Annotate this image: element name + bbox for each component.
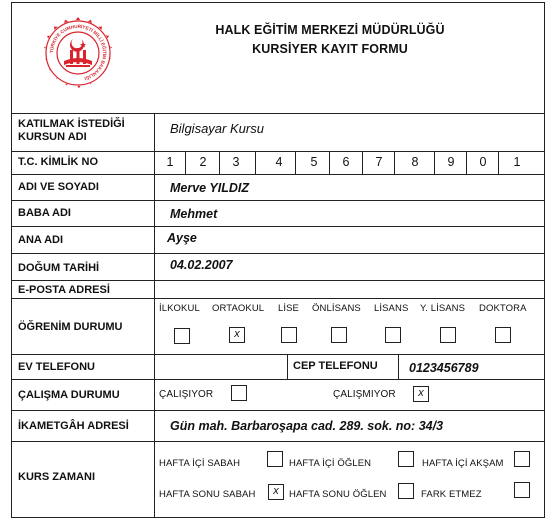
address-label: İKAMETGÂH ADRESİ (18, 420, 129, 432)
form-title: HALK EĞİTİM MERKEZİ MÜDÜRLÜĞÜ (215, 23, 445, 37)
tc-cell-divider (185, 151, 186, 174)
father-value[interactable]: Mehmet (170, 207, 218, 221)
tc-digit[interactable]: 1 (166, 155, 174, 169)
tc-cell-divider (329, 151, 330, 174)
work-no-checkbox[interactable]: x (413, 386, 429, 402)
time-weekend-noon-label: HAFTA SONU ÖĞLEN (289, 489, 387, 500)
email-label: E-POSTA ADRESİ (18, 284, 110, 296)
time-weekday-morning-label: HAFTA İÇİ SABAH (159, 458, 241, 469)
tc-cell-divider (295, 151, 296, 174)
time-weekend-morning-checkbox[interactable]: x (268, 484, 284, 500)
time-weekday-evening-checkbox[interactable] (514, 451, 530, 467)
tc-digit[interactable]: 4 (275, 155, 283, 169)
edu-option-bachelor: LİSANS (374, 303, 409, 314)
tc-cell-divider (219, 151, 220, 174)
tc-digit[interactable]: 8 (411, 155, 419, 169)
address-value[interactable]: Gün mah. Barbaroşapa cad. 289. sok. no: 34/3 (170, 419, 444, 433)
edu-option-primary: İLKOKUL (159, 303, 200, 314)
tc-digit[interactable]: 7 (375, 155, 383, 169)
edu-option-associate: ÖNLİSANS (312, 303, 361, 314)
tc-cell-divider (362, 151, 363, 174)
form-subtitle: KURSİYER KAYIT FORMU (252, 42, 408, 56)
work-yes-label: ÇALIŞIYOR (159, 389, 214, 400)
work-yes-checkbox[interactable] (231, 385, 247, 401)
tc-cell-divider (394, 151, 395, 174)
name-value[interactable]: Merve YILDIZ (170, 181, 249, 195)
time-weekday-noon-label: HAFTA İÇİ ÖĞLEN (289, 458, 372, 469)
tc-cell-divider (466, 151, 467, 174)
work-no-label: ÇALIŞMIYOR (333, 389, 396, 400)
row-divider (11, 200, 545, 201)
phone-divider (398, 354, 399, 379)
row-divider (11, 298, 545, 299)
mother-value[interactable]: Ayşe (167, 231, 197, 245)
edu-option-master: Y. LİSANS (420, 303, 466, 314)
row-divider (11, 174, 545, 175)
row-divider (11, 441, 545, 442)
name-label: ADI VE SOYADI (18, 181, 99, 193)
time-weekend-noon-checkbox[interactable] (398, 483, 414, 499)
tc-cell-divider (498, 151, 499, 174)
time-weekday-evening-label: HAFTA İÇİ AKŞAM (422, 458, 504, 469)
row-divider (11, 253, 545, 254)
edu-checkbox-high[interactable] (281, 327, 297, 343)
father-label: BABA ADI (18, 207, 71, 219)
edu-checkbox-doctorate[interactable] (495, 327, 511, 343)
edu-checkbox-associate[interactable] (331, 327, 347, 343)
birth-label: DOĞUM TARİHİ (18, 262, 100, 274)
row-divider (11, 280, 545, 281)
row-divider (11, 113, 545, 114)
cell-phone-value[interactable]: 0123456789 (409, 361, 479, 375)
course-label-line1: KATILMAK İSTEDİĞİ (18, 118, 125, 130)
tc-label: T.C. KİMLİK NO (18, 156, 99, 168)
tc-cell-divider (434, 151, 435, 174)
edu-checkbox-master[interactable] (440, 327, 456, 343)
edu-checkbox-primary[interactable] (174, 328, 190, 344)
tc-cell-divider (255, 151, 256, 174)
time-weekday-noon-checkbox[interactable] (398, 451, 414, 467)
tc-digit[interactable]: 6 (342, 155, 350, 169)
tc-digit[interactable]: 2 (199, 155, 207, 169)
row-divider (11, 354, 545, 355)
tc-digit[interactable]: 5 (310, 155, 318, 169)
course-value[interactable]: Bilgisayar Kursu (170, 121, 264, 136)
birth-value[interactable]: 04.02.2007 (170, 258, 233, 272)
tc-digit[interactable]: 1 (513, 155, 521, 169)
time-no-preference-checkbox[interactable] (514, 482, 530, 498)
edu-option-high: LİSE (278, 303, 299, 314)
mother-label: ANA ADI (18, 234, 64, 246)
cell-phone-label: CEP TELEFONU (293, 360, 378, 372)
time-no-preference-label: FARK ETMEZ (421, 489, 482, 500)
row-divider (11, 226, 545, 227)
row-divider (11, 379, 545, 380)
meb-logo (26, 3, 130, 105)
edu-checkbox-middle[interactable]: x (229, 327, 245, 343)
edu-checkbox-bachelor[interactable] (385, 327, 401, 343)
edu-option-middle: ORTAOKUL (212, 303, 265, 314)
course-label-line2: KURSUN ADI (18, 131, 87, 143)
label-column-divider (154, 113, 155, 518)
course-label (18, 118, 125, 144)
tc-digit[interactable]: 9 (447, 155, 455, 169)
time-weekend-morning-label: HAFTA SONU SABAH (159, 489, 256, 500)
work-status-label: ÇALIŞMA DURUMU (18, 389, 120, 401)
time-weekday-morning-checkbox[interactable] (267, 451, 283, 467)
tc-digit[interactable]: 0 (479, 155, 487, 169)
phone-divider (287, 354, 288, 379)
logo-text: TÜRKİYE CUMHURİYETİ MİLLÎ EĞİTİM BAKANLIĞI (48, 23, 108, 82)
row-divider (11, 410, 545, 411)
education-label: ÖĞRENİM DURUMU (18, 321, 123, 333)
home-phone-label: EV TELEFONU (18, 361, 96, 373)
edu-option-doctorate: DOKTORA (479, 303, 527, 314)
tc-digit[interactable]: 3 (232, 155, 240, 169)
course-time-label: KURS ZAMANI (18, 471, 95, 483)
row-divider (11, 151, 545, 152)
